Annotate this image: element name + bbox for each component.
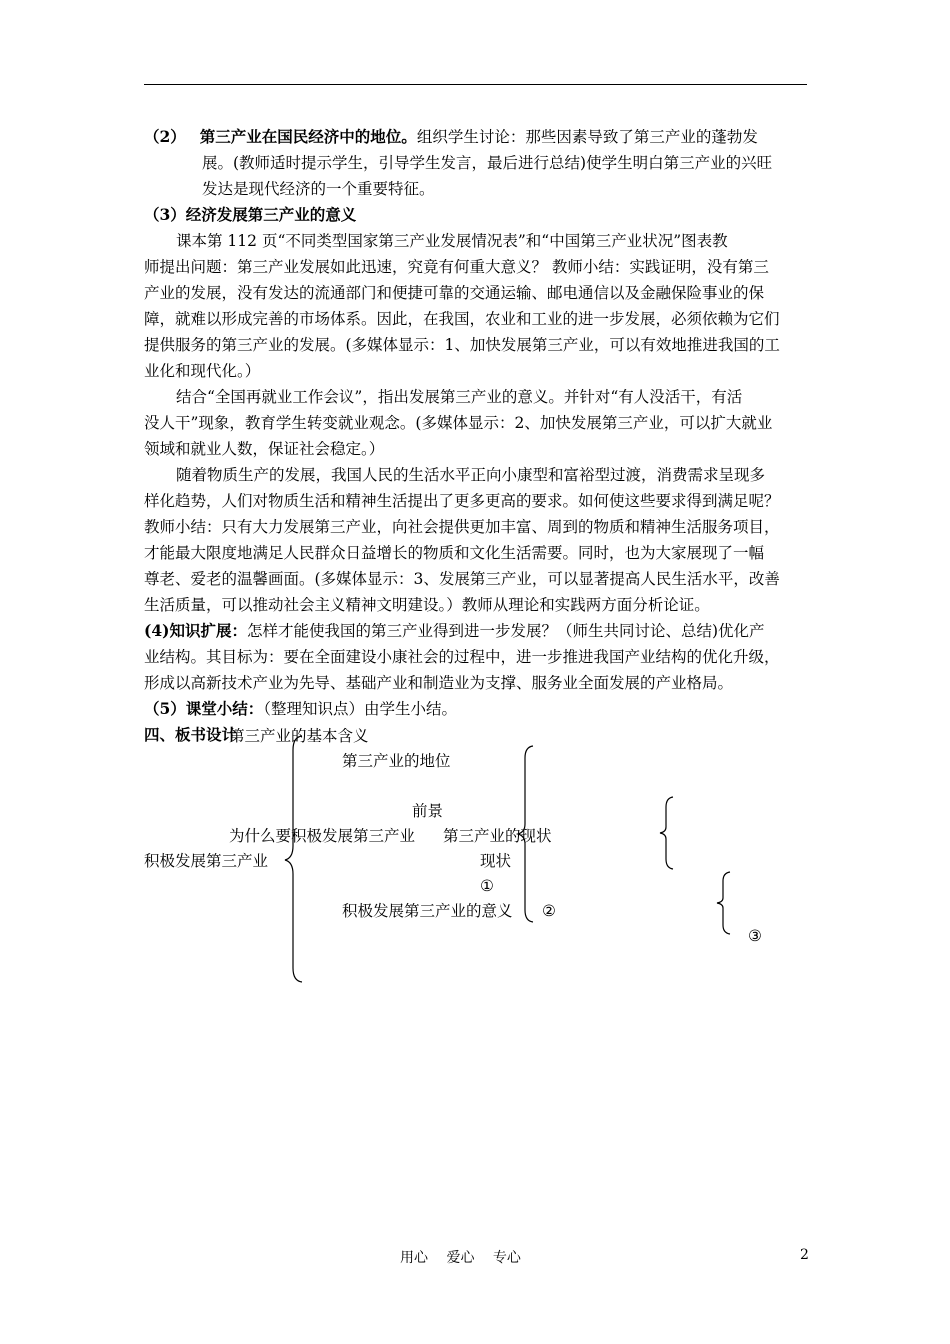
- board-heading: 四、板书设计: [144, 725, 238, 744]
- section4-text: 怎样才能使我国的第三产业得到进一步发展？（师生共同讨论、总结)优化产: [246, 622, 765, 640]
- section3-p3-line: 生活质量，可以推动社会主义精神文明建设。）教师从理论和实践两方面分析论证。: [144, 596, 710, 614]
- large-brace-icon: [282, 734, 306, 984]
- section3-p3-line: 教师小结：只有大力发展第三产业，向社会提供更加丰富、周到的物质和精神生活服务项目，: [144, 518, 780, 536]
- board-circle-2: ②: [542, 902, 556, 920]
- section3-p1-line: 师提出问题：第三产业发展如此迅速，究竟有何重大意义？ 教师小结：实践证明，没有第三: [144, 258, 769, 276]
- section3-p3-line: 样化趋势，人们对物质生活和精神生活提出了更多更高的要求。如何使这些要求得到满足呢？: [144, 492, 780, 510]
- section2-line2: 展。(教师适时提示学生，引导学生发言，最后进行总结)使学生明白第三产业的兴旺: [202, 154, 773, 172]
- section3-p2-line: 领域和就业人数，保证社会稳定。）: [144, 440, 385, 458]
- section2-line1: [144, 124, 758, 150]
- section3-p1-line: 业化和现代化。）: [144, 362, 261, 380]
- section3-p1-line: 课本第 112 页“不同类型国家第三产业发展情况表”和“中国第三产业状况”图表教: [176, 232, 728, 250]
- page-number: 2: [800, 1247, 809, 1263]
- footer-motto: 用心 爱心 专心: [400, 1250, 521, 1266]
- section5-label: （5）课堂小结：: [144, 699, 264, 718]
- section4-line2: 业结构。其目标为：要在全面建设小康社会的过程中，进一步推进我国产业结构的优化升级，: [144, 648, 780, 666]
- section5-text: （整理知识点）由学生小结。: [263, 700, 458, 718]
- section3-p3-line: 随着物质生产的发展，我国人民的生活水平正向小康型和富裕型过渡，消费需求呈现多: [176, 466, 766, 484]
- section5-line: [144, 696, 457, 722]
- board-circle-3: ③: [748, 927, 762, 945]
- board-prospect: 前景: [412, 802, 444, 820]
- small-brace-icon: [657, 795, 677, 871]
- board-current: 第三产业的现状: [443, 827, 552, 845]
- section3-p1-line: 提供服务的第三产业的发展。(多媒体显示：1、加快发展第三产业，可以有效地推进我国的工: [144, 336, 780, 354]
- section4-line1: [144, 618, 765, 644]
- medium-brace-icon: [515, 744, 537, 924]
- board-root: 积极发展第三产业: [144, 852, 269, 870]
- section2-text: 组织学生讨论：那些因素导致了第三产业的蓬勃发: [416, 128, 758, 146]
- board-meaning: 积极发展第三产业的意义: [342, 902, 513, 920]
- section2-number: （2）: [144, 127, 186, 146]
- board-why: 为什么要积极发展第三产业: [229, 827, 416, 845]
- section4-label: (4)知识扩展：: [144, 621, 247, 640]
- header-rule: [144, 84, 807, 85]
- section3-p1-line: 障，就难以形成完善的市场体系。因此，在我国，农业和工业的进一步发展，必须依赖为它们: [144, 310, 780, 328]
- section2-title: 第三产业在国民经济中的地位。: [199, 127, 417, 146]
- board-circle-1: ①: [480, 877, 494, 895]
- board-basic-meaning: 第三产业的基本含义: [229, 727, 369, 745]
- board-situation: 现状: [480, 852, 512, 870]
- section3-p2-line: 结合“全国再就业工作会议”，指出发展第三产业的意义。并针对“有人没活干，有活: [176, 388, 743, 406]
- section3-p1-line: 产业的发展，没有发达的流通部门和便捷可靠的交通运输、邮电通信以及金融保险事业的保: [144, 284, 765, 302]
- section3-p3-line: 才能最大限度地满足人民群众日益增长的物质和文化生活需要。同时，也为大家展现了一幅: [144, 544, 765, 562]
- small-brace-icon: [714, 870, 734, 936]
- section3-p2-line: 没人干”现象，教育学生转变就业观念。(多媒体显示：2、加快发展第三产业，可以扩大就业: [144, 414, 773, 432]
- section3-p3-line: 尊老、爱老的温馨画面。(多媒体显示：3、发展第三产业，可以显著提高人民生活水平，改善: [144, 570, 780, 588]
- board-status: 第三产业的地位: [342, 752, 451, 770]
- section2-line3: 发达是现代经济的一个重要特征。: [202, 180, 435, 198]
- section3-heading: （3）经济发展第三产业的意义: [144, 205, 357, 224]
- section4-line3: 形成以高新技术产业为先导、基础产业和制造业为支撑、服务业全面发展的产业格局。: [144, 674, 734, 692]
